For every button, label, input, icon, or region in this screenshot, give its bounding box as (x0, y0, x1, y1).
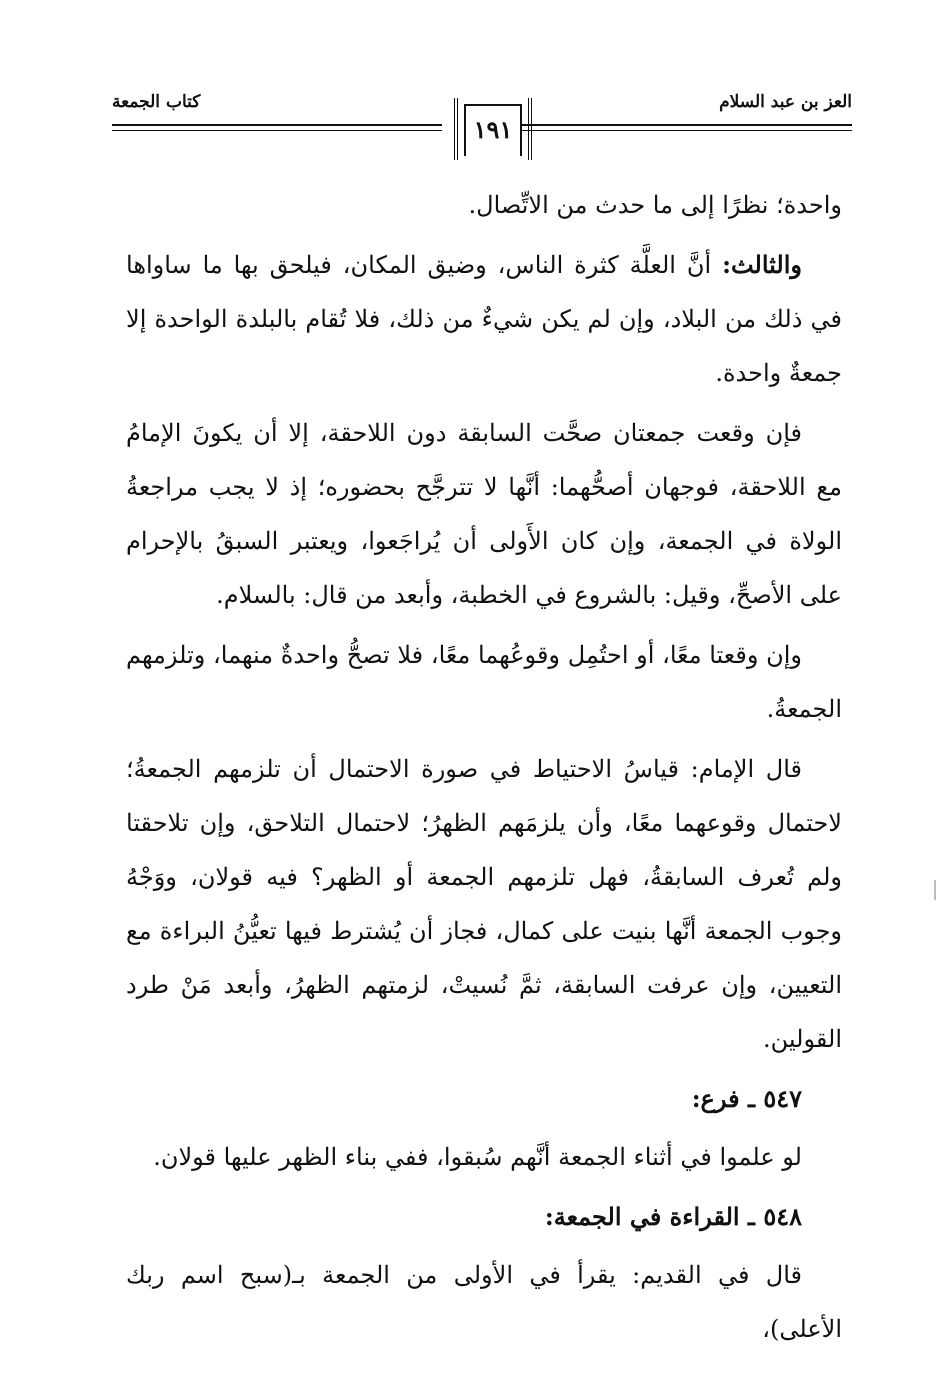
paragraph-two-jumuahs (126, 406, 842, 622)
paragraph-548 (126, 1248, 842, 1356)
section-heading-547: ٥٤٧ ـ فرع: (691, 1084, 802, 1113)
paragraph-third-reason (126, 238, 842, 400)
header-rule-right (522, 124, 852, 131)
paragraph-imam-opinion (126, 742, 842, 1066)
running-head-author: العز بن عبد السلام (719, 92, 852, 112)
paragraph-lead: والثالث: (722, 250, 802, 279)
paragraph-text: قال في القديم: يقرأ في الأولى من الجمعة بـ(سبح اسم ربك الأعلى)، (126, 1261, 842, 1343)
paragraph-simultaneous (126, 628, 842, 736)
running-head-section: كتاب الجمعة (112, 92, 201, 112)
paragraph-text: قال الإمام: قياسُ الاحتياط في صورة الاحتمال أن تلزمهم الجمعةُ؛ لاحتمال وقوعهما معًا، وأن يلزمَهم الظهرُ؛ لاحتمال التلاحق، وإن تلاحقتا ولم تُعرف السابقةُ، فهل تلزمهم الجمعة أو الظهر؟ فيه قولان، ووَجْهُ وجوب الجمعة أنَّها بنيت على كمال، فجاز أن يُشترط فيها تعيُّنُ البراءة مع التعيين، وإن عرفت السابقة، ثمَّ نُسيتْ، لزمتهم الظهرُ، وأبعد مَنْ طرد القولين. (126, 755, 842, 1053)
page-header (112, 82, 852, 172)
page-number: ١٩١ (464, 104, 522, 156)
page-number-frame (454, 98, 532, 160)
paragraph-continuation (126, 178, 842, 232)
paragraph-text: أنَّ العلَّة كثرة الناس، وضيق المكان، فيلحق بها ما ساواها في ذلك من البلاد، وإن لم يكن شيءٌ من ذلك، فلا تُقام بالبلدة الواحدة إلا جمعةٌ واحدة. (126, 251, 842, 387)
scan-margin-mark (934, 880, 936, 900)
paragraph-text: لو علموا في أثناء الجمعة أنَّهم سُبقوا، ففي بناء الظهر عليها قولان. (153, 1143, 802, 1171)
header-rule-left (112, 124, 442, 131)
paragraph-text: وإن وقعتا معًا، أو احتُمِل وقوعُهما معًا، فلا تصحُّ واحدةٌ منهما، وتلزمهم الجمعةُ. (126, 641, 842, 723)
section-heading-548: ٥٤٨ ـ القراءة في الجمعة: (544, 1202, 802, 1231)
paragraph-text: واحدة؛ نظرًا إلى ما حدث من الاتِّصال. (468, 191, 842, 219)
page-body (126, 178, 842, 1362)
paragraph-547 (126, 1130, 842, 1184)
paragraph-text: فإن وقعت جمعتان صحَّت السابقة دون اللاحقة، إلا أن يكونَ الإمامُ مع اللاحقة، فوجهان أصحُّهما: أنَّها لا تترجَّح بحضوره؛ إذ لا يجب مراجعةُ الولاة في الجمعة، وإن كان الأَولى أن يُراجَعوا، ويعتبر السبقُ بالإحرام على الأصحِّ، وقيل: بالشروع في الخطبة، وأبعد من قال: بالسلام. (126, 419, 842, 609)
